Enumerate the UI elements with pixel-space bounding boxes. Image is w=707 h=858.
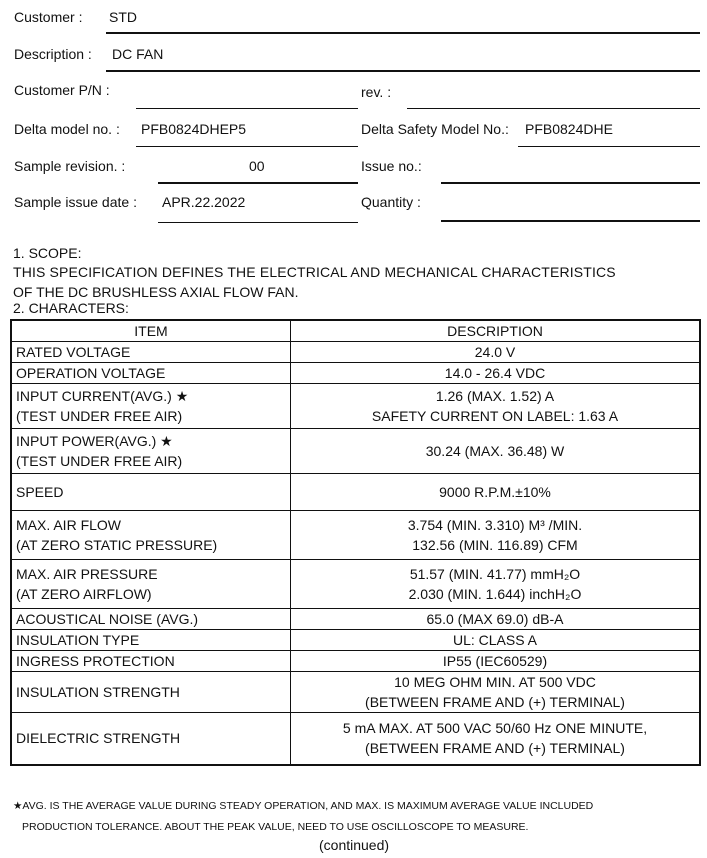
- description-text: SAFETY CURRENT ON LABEL: 1.63 A: [371, 408, 619, 424]
- sample-revision-label: Sample revision. :: [14, 158, 126, 174]
- rev-label: rev. :: [361, 84, 392, 100]
- item-text: RATED VOLTAGE: [16, 344, 131, 360]
- description-text: 9000 R.P.M.±10%: [439, 484, 551, 500]
- quantity-underline: [441, 220, 700, 222]
- quantity-label: Quantity :: [361, 194, 421, 210]
- rev-underline: [407, 108, 700, 109]
- item-cell: [11, 609, 291, 630]
- customer-underline: [106, 32, 700, 34]
- item-text: INPUT CURRENT(AVG.) ★: [16, 388, 189, 404]
- item-text: MAX. AIR PRESSURE: [16, 566, 158, 582]
- description-cell: [291, 511, 701, 560]
- description-text: 10 MEG OHM MIN. AT 500 VDC: [394, 674, 596, 690]
- sample-issue-date-value: APR.22.2022: [162, 194, 246, 210]
- description-cell: [291, 384, 701, 429]
- description-text: 3.754 (MIN. 3.310) M³ /MIN.: [407, 517, 583, 533]
- characteristics-table: [10, 319, 701, 766]
- sample-revision-underline: [158, 182, 358, 184]
- issue-no-underline: [441, 182, 700, 184]
- issue-no-label: Issue no.:: [361, 158, 422, 174]
- description-value: DC FAN: [112, 46, 164, 62]
- footnote-line1: ★AVG. IS THE AVERAGE VALUE DURING STEADY OPERATION, AND MAX. IS MAXIMUM AVERAGE VALUE INCLUDED: [13, 800, 594, 812]
- delta-safety-value: PFB0824DHE: [525, 121, 613, 137]
- description-text: 1.26 (MAX. 1.52) A: [435, 388, 555, 404]
- item-text: (TEST UNDER FREE AIR): [16, 453, 183, 469]
- description-cell: [291, 609, 701, 630]
- item-text: MAX. AIR FLOW: [16, 517, 122, 533]
- description-text: 132.56 (MIN. 116.89) CFM: [412, 537, 578, 553]
- table-row: [11, 651, 700, 672]
- item-text: INSULATION TYPE: [16, 632, 140, 648]
- item-cell: [11, 342, 291, 363]
- table-row: [11, 474, 700, 511]
- item-text: INGRESS PROTECTION: [16, 653, 175, 669]
- description-text: 2.030 (MIN. 1.644) inchH₂O: [408, 586, 582, 602]
- customer-value: STD: [109, 9, 137, 25]
- table-row: [11, 672, 700, 713]
- scope-text-line2: OF THE DC BRUSHLESS AXIAL FLOW FAN.: [13, 284, 299, 300]
- description-underline: [106, 70, 700, 72]
- delta-model-label: Delta model no. :: [14, 121, 120, 137]
- customer-label: Customer :: [14, 9, 83, 25]
- item-cell: [11, 511, 291, 560]
- item-cell: [11, 429, 291, 474]
- description-text: 5 mA MAX. AT 500 VAC 50/60 Hz ONE MINUTE,: [342, 720, 648, 737]
- item-text: (AT ZERO STATIC PRESSURE): [16, 537, 218, 553]
- item-cell: [11, 630, 291, 651]
- delta-safety-label: Delta Safety Model No.:: [361, 121, 509, 137]
- customer-pn-underline: [136, 108, 358, 109]
- description-text: 30.24 (MAX. 36.48) W: [425, 443, 565, 459]
- footnote-line2: PRODUCTION TOLERANCE. ABOUT THE PEAK VALUE, NEED TO USE OSCILLOSCOPE TO MEASURE.: [22, 821, 529, 833]
- table-row: [11, 560, 700, 609]
- description-cell: [291, 342, 701, 363]
- table-row: [11, 342, 700, 363]
- item-cell: [11, 672, 291, 713]
- description-text: 24.0 V: [474, 344, 516, 360]
- item-text: DIELECTRIC STRENGTH: [16, 730, 181, 747]
- description-cell: [291, 363, 701, 384]
- table-header-row: [11, 320, 700, 342]
- item-cell: [11, 363, 291, 384]
- delta-model-value: PFB0824DHEP5: [141, 121, 247, 137]
- item-text: INSULATION STRENGTH: [16, 684, 180, 700]
- description-label: Description :: [14, 46, 92, 62]
- customer-pn-label: Customer P/N :: [14, 82, 110, 98]
- delta-safety-underline: [518, 146, 700, 147]
- item-text: (AT ZERO AIRFLOW): [16, 586, 152, 602]
- item-cell: [11, 560, 291, 609]
- description-text: 65.0 (MAX 69.0) dB-A: [426, 611, 564, 627]
- item-text: OPERATION VOLTAGE: [16, 365, 166, 381]
- description-text: 51.57 (MIN. 41.77) mmH₂O: [409, 566, 581, 582]
- description-cell: [291, 713, 701, 765]
- item-text: (TEST UNDER FREE AIR): [16, 408, 183, 424]
- table-row: [11, 511, 700, 560]
- scope-heading: 1. SCOPE:: [13, 245, 82, 261]
- description-text: IP55 (IEC60529): [442, 653, 548, 669]
- sample-issue-date-label: Sample issue date :: [14, 194, 137, 210]
- item-cell: [11, 651, 291, 672]
- description-cell: [291, 630, 701, 651]
- header-item: ITEM: [11, 320, 291, 342]
- description-text: UL: CLASS A: [452, 632, 538, 648]
- sample-revision-value: 00: [249, 158, 265, 174]
- item-text: ACOUSTICAL NOISE (AVG.): [16, 611, 199, 627]
- description-cell: [291, 474, 701, 511]
- table-row: [11, 630, 700, 651]
- item-text: SPEED: [16, 484, 64, 500]
- continued-note: (continued): [319, 837, 390, 853]
- scope-text-line1: THIS SPECIFICATION DEFINES THE ELECTRICAL AND MECHANICAL CHARACTERISTICS: [13, 264, 616, 280]
- sample-issue-date-underline: [158, 222, 358, 223]
- header-description: DESCRIPTION: [291, 320, 701, 342]
- table-row: [11, 609, 700, 630]
- item-text: INPUT POWER(AVG.) ★: [16, 433, 173, 449]
- description-cell: [291, 672, 701, 713]
- description-text: (BETWEEN FRAME AND (+) TERMINAL): [365, 740, 625, 757]
- characters-heading: 2. CHARACTERS:: [13, 300, 129, 316]
- table-row: [11, 713, 700, 765]
- table-row: [11, 363, 700, 384]
- item-cell: [11, 384, 291, 429]
- description-cell: [291, 429, 701, 474]
- item-cell: [11, 474, 291, 511]
- description-text: 14.0 - 26.4 VDC: [444, 365, 546, 381]
- delta-model-underline: [136, 146, 358, 147]
- table-row: [11, 384, 700, 429]
- table-row: [11, 429, 700, 474]
- description-text: (BETWEEN FRAME AND (+) TERMINAL): [365, 694, 625, 710]
- item-cell: [11, 713, 291, 765]
- description-cell: [291, 651, 701, 672]
- description-cell: [291, 560, 701, 609]
